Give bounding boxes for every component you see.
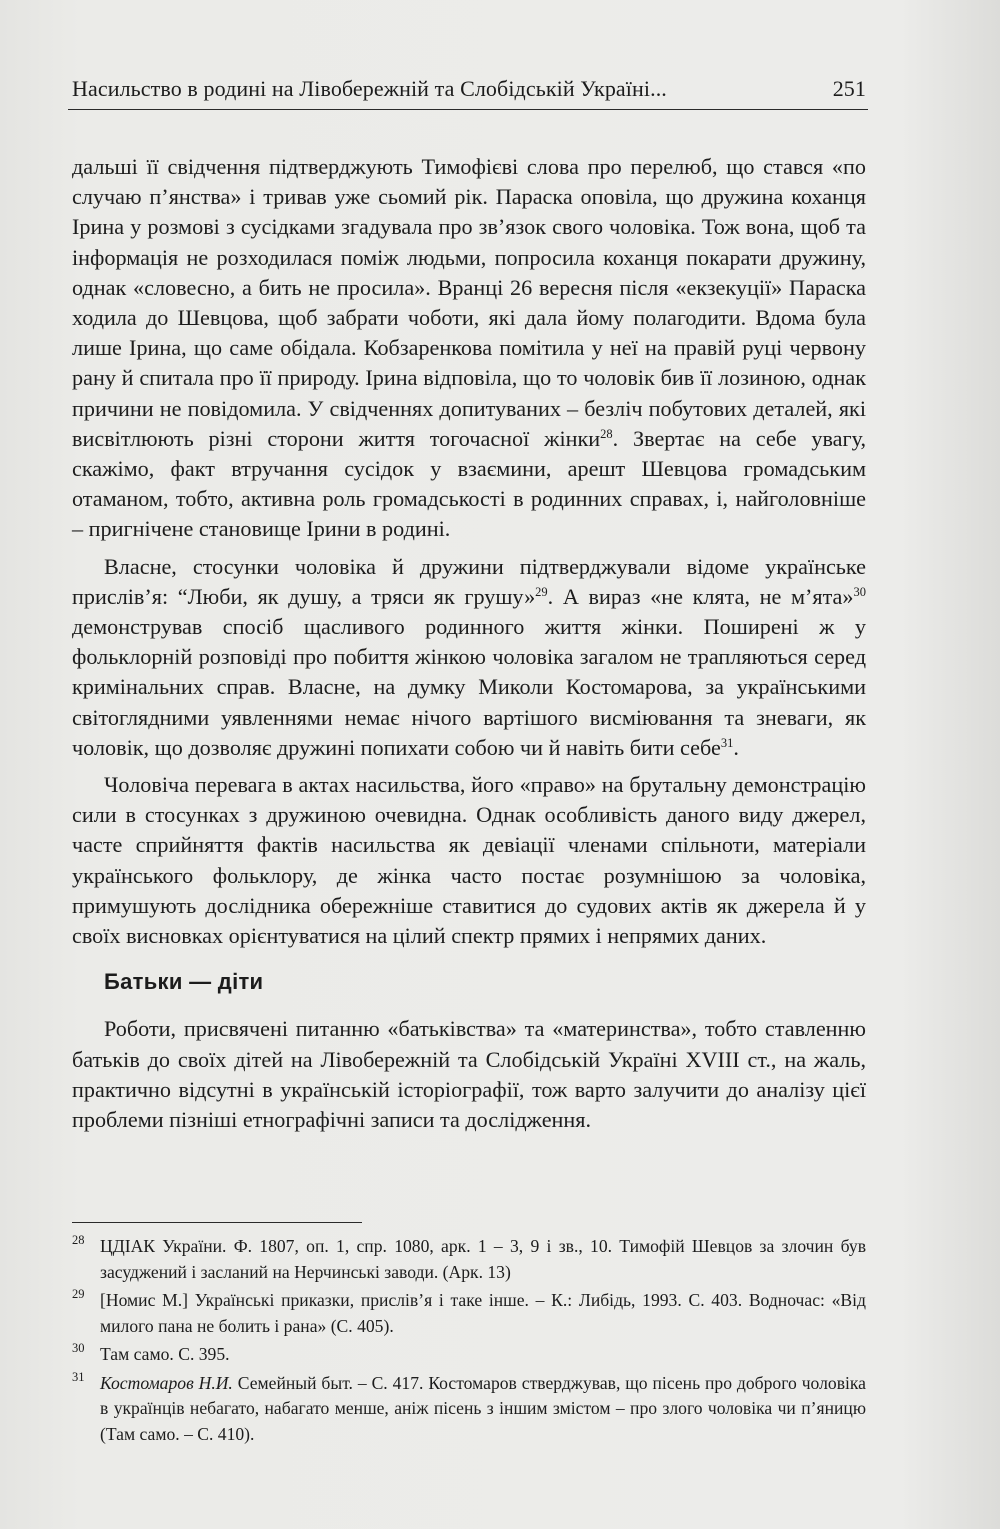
- footnote-ref: 30: [853, 584, 866, 599]
- footnote-text: ЦДІАК України. Ф. 1807, оп. 1, спр. 1080, арк. 1 – 3, 9 і зв., 10. Тимофій Шевцов за злочин був засуджений і засланий на Нерчинські заводи. (Арк. 13): [100, 1236, 866, 1282]
- footnote-text: Костомаров Н.И. Семейный быт. – С. 417. Костомаров стверджував, що пісень про доброго чоловіка в українців небагато, набагато менше, аніж пісень з іншим змістом – про злого чоловіка чи п’яницю (Там само. – С. 410).: [100, 1372, 866, 1444]
- running-header: [72, 76, 866, 102]
- footnote-number: 28: [72, 1233, 85, 1247]
- footnote-number: 31: [72, 1369, 85, 1384]
- footnote-number: 29: [72, 1287, 85, 1301]
- section-heading: Батьки — діти: [104, 969, 264, 995]
- footnote-text: Там само. С. 395.: [100, 1344, 230, 1364]
- running-title: Насильство в родині на Лівобережній та Слобідській Україні...: [72, 76, 667, 101]
- footnote-29: [72, 1288, 866, 1339]
- footnote-rule: [72, 1222, 362, 1223]
- footnote-text: [Номис М.] Українські приказки, прислів’я і таке інше. – К.: Либідь, 1993. С. 403. Водночас: «Від милого пана не болить і рана» (С. 405).: [100, 1290, 866, 1336]
- footnote-31: [72, 1371, 866, 1448]
- footnotes: [72, 1234, 866, 1450]
- footnote-ref: 28: [600, 426, 613, 441]
- page-number: 251: [832, 76, 866, 101]
- paragraph-2: Власне, стосунки чоловіка й дружини підтверджували відоме українське прислів’я: “Люби, як душу, а тряси як грушу»$^{29}$. А вираз «не клята, не м’ята»$^{30}$ демонстрував спосіб щасливого родинного життя жінки. Поширені ж у фольклорній розповіді про побиття жінкою чоловіка загалом не трапляються серед кримінальних справ. Власне, на думку Миколи Костомарова, за українськими світоглядними уявленнями немає нічого вартішого висміювання та зневаги, як чоловік, що дозволяє дружині попихати собою чи й навіть бити себе$^{31}$.: [72, 553, 866, 760]
- paragraph-4: Роботи, присвячені питанню «батьківства» та «материнства», тобто ставленню батьків до своїх дітей на Лівобережній та Слобідській Україні XVIII ст., на жаль, практично відсутні в українській історіографії, тож варто залучити до аналізу цієї проблеми пізніші етнографічні записи та дослідження.: [72, 1016, 866, 1133]
- footnote-number: 30: [72, 1341, 85, 1355]
- header-rule: [68, 109, 868, 110]
- body-text: [72, 152, 866, 1142]
- footnote-28: [72, 1234, 866, 1285]
- footnote-ref: 31: [720, 735, 734, 750]
- paragraph-1: дальші її свідчення підтверджують Тимофієві слова про перелюб, що стався «по случаю п’янства» і тривав уже сьомий рік. Параска оповіла, що дружина коханця Ірина у розмові з сусідками згадувала про зв’язок свого чоловіка. Тож вона, щоб та інформація не розходилася поміж людьми, попросила коханця покарати дружину, однак «словесно, а бить не просила». Вранці 26 вересня після «екзекуції» Параска ходила до Шевцова, щоб забрати чоботи, які дала йому полагодити. Вдома була лише Ірина, що саме обідала. Кобзаренкова помітила у неї на правій руці червону рану й спитала про її природу. Ірина відповіла, що то чоловік бив її лозиною, однак причини не повідомила. У свідченнях допитуваних – безліч побутових деталей, які висвітлюють різні сторони життя тогочасної жінки$^{28}$. Звертає на себе увагу, скажімо, факт втручання сусідок у взаємини, арешт Шевцова громадським отаманом, тобто, активна роль громадськості в родинних справах, і, найголовніше – пригнічене становище Ірини в родині.: [72, 154, 866, 542]
- paragraph-3: Чоловіча перевага в актах насильства, його «право» на брутальну демонстрацію сили в стосунках з дружиною очевидна. Однак особливість даного виду джерел, часте сприйняття фактів насильства як девіації членами спільноти, матеріали українського фольклору, де жінка часто постає розумнішою за чоловіка, примушують дослідника обережніше ставитися до судових актів як джерела й у своїх висновках орієнтуватися на цілий спектр прямих і непрямих даних.: [72, 772, 866, 949]
- author-name: Костомаров Н.И.: [100, 1372, 233, 1393]
- footnote-ref: 29: [535, 584, 548, 599]
- footnote-30: [72, 1342, 866, 1368]
